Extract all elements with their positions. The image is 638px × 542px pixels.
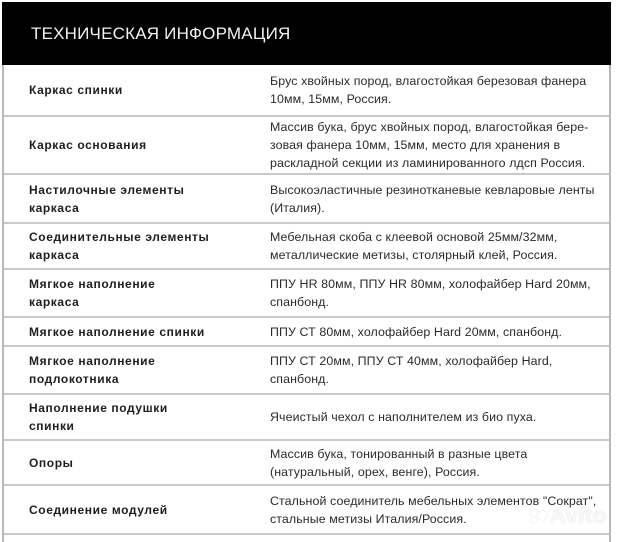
table-row [4, 441, 609, 486]
row-value: Высокоэластичные резинотканевые кевларовые ленты (Италия). [270, 182, 595, 215]
row-value: Массив бука, брус хвойных пород, влагостойкая бере-зовая фанера 10мм, 15мм, место для хранения в раскладной секции из ламинированного лдсп Россия. [270, 120, 589, 170]
row-value: ППУ СТ 20мм, ППУ СТ 40мм, холофайбер Hard, спанбонд. [270, 354, 553, 386]
row-label: Соединение модулей [29, 502, 168, 517]
row-label: Соединительные элементы каркаса [29, 230, 210, 262]
avito-logo-icon [530, 509, 550, 525]
row-value: ППУ СТ 80мм, холофайбер Hard 20мм, спанбонд. [270, 324, 563, 339]
table-row [4, 65, 609, 117]
table-row [4, 224, 609, 270]
table-row [4, 270, 609, 318]
avito-watermark [530, 503, 607, 529]
page-title: ТЕХНИЧЕСКАЯ ИНФОРМАЦИЯ [31, 24, 291, 43]
table-row [4, 347, 609, 395]
row-label: Опоры [29, 455, 74, 470]
table-row [4, 395, 609, 441]
table-row [4, 175, 609, 224]
table-row [4, 486, 609, 535]
spec-table [4, 65, 609, 535]
row-label: Настилочные элементы каркаса [29, 182, 185, 215]
row-value: Мебельная скоба с клеевой основой 25мм/32мм, металлические метизы, столярный клей, Россия. [270, 230, 558, 262]
row-value: ППУ HR 80мм, ППУ HR 80мм, холофайбер Hard 20мм, спанбонд. [270, 277, 591, 309]
row-label: Каркас основания [29, 138, 147, 152]
row-label: Наполнение подушки спинки [29, 401, 168, 433]
row-label: Каркас спинки [29, 83, 123, 97]
row-value: Стальной соединитель мебельных элементов "Сократ", стальные метизы Италия/Россия. [270, 493, 597, 526]
table-row [4, 117, 609, 175]
table-row [4, 318, 609, 347]
row-label: Мягкое наполнение спинки [29, 324, 205, 339]
row-label: Мягкое наполнение подлокотника [29, 354, 156, 386]
row-label: Мягкое наполнение каркаса [29, 277, 156, 309]
table-header [2, 2, 611, 65]
row-value: Ячеистый чехол с наполнителем из био пуха. [270, 410, 537, 424]
row-value: Брус хвойных пород, влагостойкая березовая фанера 10мм, 15мм, Россия. [270, 74, 587, 106]
watermark-text: Avito [550, 503, 607, 528]
row-value: Массив бука, тонированный в разные цвета (натуральный, орех, венге), Россия. [270, 446, 528, 479]
